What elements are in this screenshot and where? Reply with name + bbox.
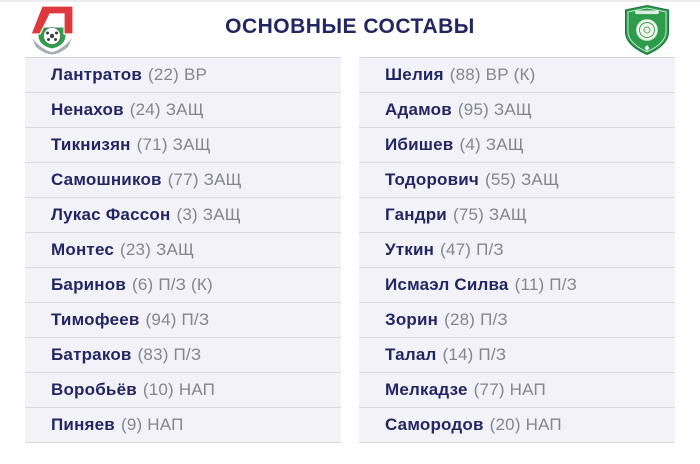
player-name: Тимофеев: [51, 310, 140, 329]
player-row: [25, 372, 341, 407]
player-number-position: (55) ЗАЩ: [485, 170, 560, 189]
player-row: [25, 92, 341, 127]
player-name: Тодорович: [385, 170, 479, 189]
player-name: Батраков: [51, 345, 132, 364]
player-row: [25, 162, 341, 197]
player-row: [25, 232, 341, 267]
player-name: Гандри: [385, 205, 447, 224]
player-row: [25, 197, 341, 232]
player-number-position: (75) ЗАЩ: [452, 205, 528, 224]
player-name: Лукас Фассон: [51, 205, 171, 224]
player-row: [25, 267, 341, 302]
player-row: [25, 337, 341, 372]
player-number-position: (95) ЗАЩ: [457, 100, 533, 119]
player-name: Баринов: [51, 275, 127, 294]
player-row: [25, 302, 341, 337]
player-number-position: (22) ВР: [147, 65, 208, 84]
player-row: [359, 267, 675, 302]
header: [0, 2, 700, 57]
player-name: Исмаэл Силва: [385, 275, 509, 294]
player-row: [359, 162, 675, 197]
player-name: Зорин: [385, 310, 439, 329]
player-row: [25, 57, 341, 92]
player-row: [359, 337, 675, 372]
player-row: [359, 302, 675, 337]
player-name: Ибишев: [385, 135, 454, 154]
player-number-position: (47) П/З: [440, 240, 504, 259]
player-row: [359, 372, 675, 407]
player-number-position: (9) НАП: [120, 415, 184, 434]
player-number-position: (10) НАП: [142, 380, 216, 399]
away-lineup-column: [359, 57, 675, 443]
player-row: [359, 92, 675, 127]
player-name: Самошников: [51, 170, 162, 189]
player-number-position: (88) ВР (К): [449, 65, 536, 84]
player-number-position: (3) ЗАЩ: [176, 205, 241, 224]
player-name: Адамов: [385, 100, 452, 119]
player-row: [359, 232, 675, 267]
player-name: Уткин: [385, 240, 435, 259]
player-row: [359, 407, 675, 442]
player-name: Воробьёв: [51, 380, 137, 399]
player-number-position: (20) НАП: [489, 415, 562, 434]
player-name: Тикнизян: [51, 135, 131, 154]
player-number-position: (28) П/З: [444, 310, 508, 329]
player-name: Ненахов: [51, 100, 124, 119]
player-number-position: (11) П/З: [514, 275, 578, 294]
player-number-position: (71) ЗАЩ: [136, 135, 211, 154]
player-row: [359, 57, 675, 92]
home-lineup-column: [25, 57, 341, 443]
player-number-position: (6) П/З (К): [132, 275, 213, 294]
player-number-position: (77) ЗАЩ: [167, 170, 242, 189]
player-number-position: (4) ЗАЩ: [459, 135, 524, 154]
player-number-position: (23) ЗАЩ: [120, 240, 195, 259]
player-row: [25, 407, 341, 442]
player-number-position: (94) П/З: [145, 310, 210, 329]
player-name: Пиняев: [51, 415, 115, 434]
player-name: Лантратов: [51, 65, 142, 84]
player-row: [25, 127, 341, 162]
player-row: [359, 197, 675, 232]
player-name: Мелкадзе: [385, 380, 468, 399]
akhmat-crest-icon: [624, 5, 670, 55]
player-name: Самородов: [385, 415, 484, 434]
player-number-position: (77) НАП: [473, 380, 546, 399]
player-name: Монтес: [51, 240, 115, 259]
player-name: Талал: [385, 345, 437, 364]
player-number-position: (24) ЗАЩ: [129, 100, 204, 119]
player-number-position: (83) П/З: [137, 345, 202, 364]
player-number-position: (14) П/З: [442, 345, 507, 364]
player-row: [359, 127, 675, 162]
player-name: Шелия: [385, 65, 444, 84]
page-title: ОСНОВНЫЕ СОСТАВЫ: [225, 15, 475, 38]
lineup-columns: [0, 57, 700, 443]
